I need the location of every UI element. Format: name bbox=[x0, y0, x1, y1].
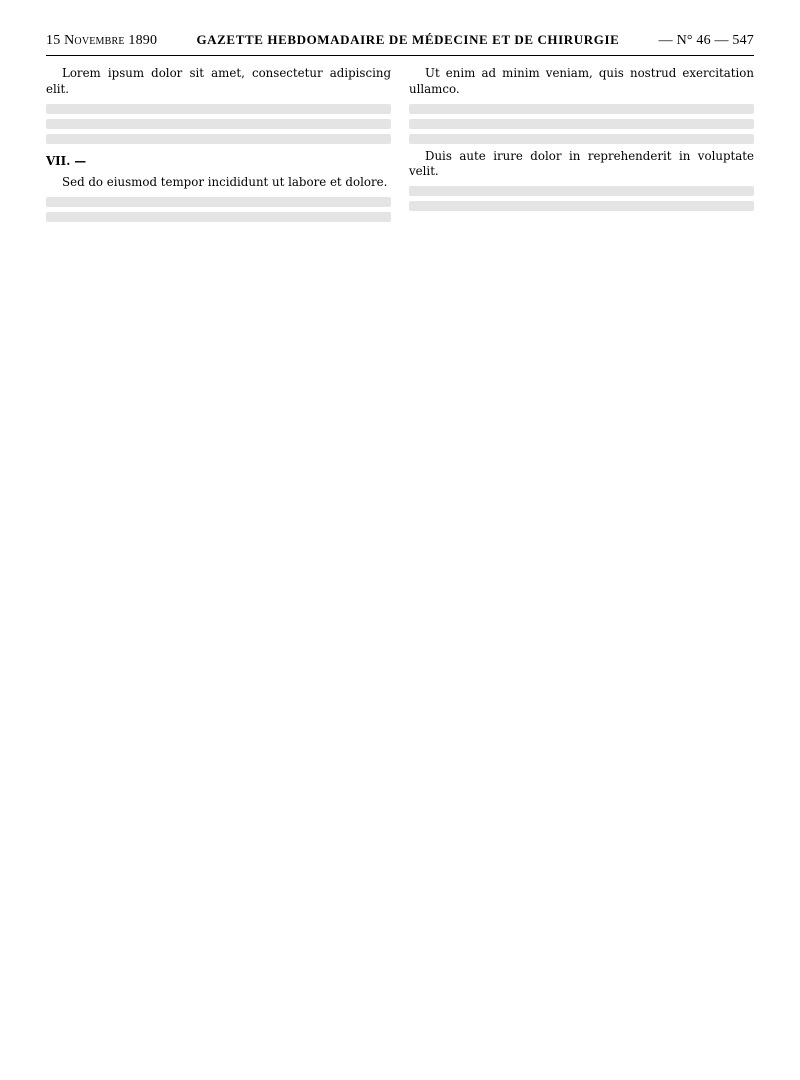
placeholder-line bbox=[46, 197, 391, 207]
placeholder-line bbox=[409, 201, 754, 211]
issue-date: 15 Novembre 1890 bbox=[46, 33, 158, 48]
placeholder-line bbox=[409, 134, 754, 144]
placeholder-line bbox=[409, 119, 754, 129]
paragraph: Lorem ipsum dolor sit amet, consectetur adipiscing elit. bbox=[46, 66, 391, 96]
placeholder-line bbox=[46, 119, 391, 129]
left-column bbox=[46, 66, 391, 227]
placeholder-line bbox=[409, 186, 754, 196]
header-rule bbox=[46, 55, 754, 56]
paragraph: Ut enim ad minim veniam, quis nostrud exercitation ullamco. bbox=[409, 66, 754, 96]
paragraph: Sed do eiusmod tempor incididunt ut labore et dolore. bbox=[62, 175, 388, 190]
journal-title: GAZETTE HEBDOMADAIRE DE MÉDECINE ET DE CHIRURGIE bbox=[196, 32, 620, 47]
paragraph: Duis aute irure dolor in reprehenderit in voluptate velit. bbox=[409, 148, 754, 179]
issue-page-number: — N° 46 — 547 bbox=[658, 33, 754, 48]
placeholder-line bbox=[46, 104, 391, 114]
section-label: VII. — bbox=[46, 153, 87, 168]
two-column-body bbox=[46, 66, 754, 227]
placeholder-line bbox=[409, 104, 754, 114]
running-head bbox=[46, 32, 754, 49]
right-column bbox=[409, 66, 754, 227]
placeholder-line bbox=[46, 134, 391, 144]
placeholder-line bbox=[46, 212, 391, 222]
